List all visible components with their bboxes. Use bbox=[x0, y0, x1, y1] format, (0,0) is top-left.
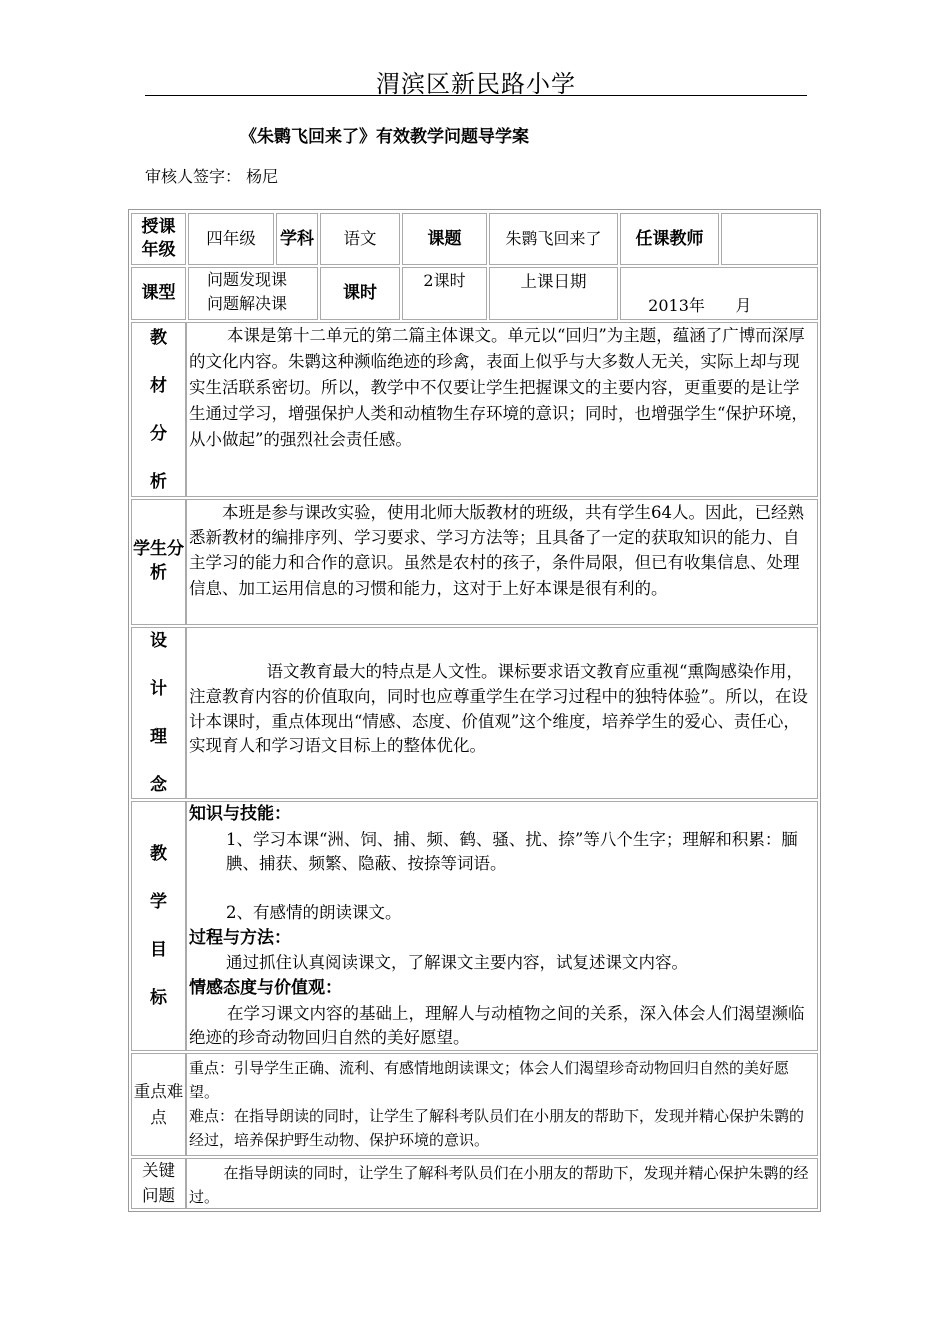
subject-value bbox=[320, 213, 400, 265]
date-value bbox=[620, 267, 818, 320]
subject-label bbox=[276, 213, 318, 265]
grade-value-text: 四年级 bbox=[206, 229, 256, 249]
label-char: 目 bbox=[150, 940, 167, 960]
knowledge-item-2: 2、有感情的朗读课文。 bbox=[226, 903, 402, 922]
design-concept-content bbox=[186, 627, 818, 799]
label-char: 学 bbox=[150, 892, 167, 912]
date-value-text: 2013年 月 bbox=[648, 295, 752, 315]
teacher-label bbox=[620, 213, 719, 265]
student-analysis-label bbox=[131, 499, 186, 625]
key-points-label-text: 重点难点 bbox=[133, 1081, 184, 1127]
key-point-text: 重点：引导学生正确、流利、有感情地朗读课文；体会人们渴望珍奇动物回归自然的美好愿望。 bbox=[189, 1059, 790, 1101]
label-char: 计 bbox=[150, 679, 167, 699]
date-label bbox=[489, 267, 618, 320]
label-char: 设 bbox=[150, 631, 167, 651]
knowledge-heading: 知识与技能： bbox=[189, 804, 291, 824]
student-analysis-content bbox=[186, 499, 818, 625]
emotion-text: 在学习课文内容的基础上，理解人与动植物之间的关系，深入体会人们渴望濒临绝迹的珍奇动物回归自然的美好愿望。 bbox=[189, 1003, 805, 1048]
type-value-1: 问题发现课 bbox=[207, 270, 288, 289]
label-char: 分 bbox=[150, 423, 167, 444]
textbook-analysis-content bbox=[186, 322, 818, 497]
student-analysis-text: 本班是参与课改实验，使用北师大版教材的班级，共有学生64人。因此，已经熟悉新教材的编排序列、学习要求、学习方法等；且具备了一定的获取知识的能力、自主学习的能力和合作的意识。虽然是农村的孩子，条件局限，但已有收集信息、处理信息、加工运用信息的习惯和能力，这对于上好本课是很有利的。 bbox=[189, 503, 804, 598]
textbook-analysis-label bbox=[131, 322, 186, 497]
key-points-label bbox=[131, 1053, 186, 1156]
teacher-value bbox=[721, 213, 818, 265]
type-value bbox=[188, 267, 318, 320]
key-points-content bbox=[186, 1053, 818, 1156]
key-question-label bbox=[131, 1158, 186, 1209]
key-question-content bbox=[186, 1158, 818, 1209]
reviewer-signature: 审核人签字： 杨尼 bbox=[145, 167, 279, 186]
process-text: 通过抓住认真阅读课文，了解课文主要内容，试复述课文内容。 bbox=[226, 953, 688, 973]
topic-value bbox=[489, 213, 618, 265]
label-char: 教 bbox=[150, 844, 167, 864]
teaching-goals-content bbox=[186, 801, 818, 1051]
topic-value-text: 朱鹮飞回来了 bbox=[505, 228, 602, 248]
design-concept-text: 语文教育最大的特点是人文性。课标要求语文教育应重视“熏陶感染作用，注意教育内容的价值取向，同时也应尊重学生在学习过程中的独特体验”。所以，在设计本课时，重点体现出“情感、态度、价值观”这个维度，培养学生的爱心、责任心，实现育人和学习语文目标上的整体优化。 bbox=[189, 662, 808, 756]
type-label-text: 课型 bbox=[141, 283, 176, 304]
label-char: 标 bbox=[150, 988, 167, 1008]
type-label bbox=[131, 267, 186, 320]
label-char: 念 bbox=[150, 775, 167, 795]
teacher-label-text: 任课教师 bbox=[635, 228, 704, 249]
hours-label-text: 课时 bbox=[343, 283, 377, 304]
date-label-text: 上课日期 bbox=[520, 272, 587, 291]
header-rule bbox=[145, 95, 807, 96]
emotion-heading: 情感态度与价值观： bbox=[189, 978, 342, 998]
design-concept-label bbox=[131, 627, 186, 799]
knowledge-item-1: 1、学习本课“洲、饲、捕、频、鹤、骚、扰、捺”等八个生字；理解和积累：腼腆、捕获、频繁、隐蔽、按捺等词语。 bbox=[226, 829, 798, 874]
school-title: 渭滨区新民路小学 bbox=[376, 70, 576, 98]
type-value-2: 问题解决课 bbox=[207, 294, 288, 313]
difficult-point-text: 难点：在指导朗读的同时，让学生了解科考队员们在小朋友的帮助下，发现并精心保护朱鹮的经过，培养保护野生动物、保护环境的意识。 bbox=[189, 1107, 805, 1149]
hours-label bbox=[320, 267, 400, 320]
topic-label bbox=[402, 213, 487, 265]
subject-value-text: 语文 bbox=[343, 229, 377, 249]
key-question-label-text: 关键问题 bbox=[142, 1160, 175, 1205]
document-title: 《朱鹮飞回来了》有效教学问题导学案 bbox=[240, 127, 529, 147]
hours-value-text: 2课时 bbox=[423, 271, 466, 290]
process-heading: 过程与方法： bbox=[189, 927, 291, 948]
hours-value bbox=[402, 267, 487, 320]
subject-label-text: 学科 bbox=[280, 228, 314, 249]
grade-label bbox=[131, 213, 186, 265]
label-char: 析 bbox=[150, 471, 167, 492]
grade-value bbox=[188, 213, 274, 265]
grade-label-text: 授课年级 bbox=[141, 217, 176, 260]
key-question-text: 在指导朗读的同时，让学生了解科考队员们在小朋友的帮助下，发现并精心保护朱鹮的经过。 bbox=[189, 1164, 809, 1206]
student-analysis-label-text: 学生分析 bbox=[133, 539, 184, 583]
label-char: 理 bbox=[150, 727, 167, 747]
topic-label-text: 课题 bbox=[427, 228, 462, 249]
label-char: 材 bbox=[150, 375, 167, 396]
label-char: 教 bbox=[150, 327, 167, 348]
teaching-goals-label bbox=[131, 801, 186, 1051]
textbook-analysis-text: 本课是第十二单元的第二篇主体课文。单元以“回归”为主题，蕴涵了广博而深厚的文化内容。朱鹮这种濒临绝迹的珍禽，表面上似乎与大多数人无关，实际上却与现实生活联系密切。所以，教学中不仅要让学生把握课文的主要内容，更重要的是让学生通过学习，增强保护人类和动植物生存环境的意识；同时，也增强学生“保护环境，从小做起”的强烈社会责任感。 bbox=[189, 326, 808, 450]
